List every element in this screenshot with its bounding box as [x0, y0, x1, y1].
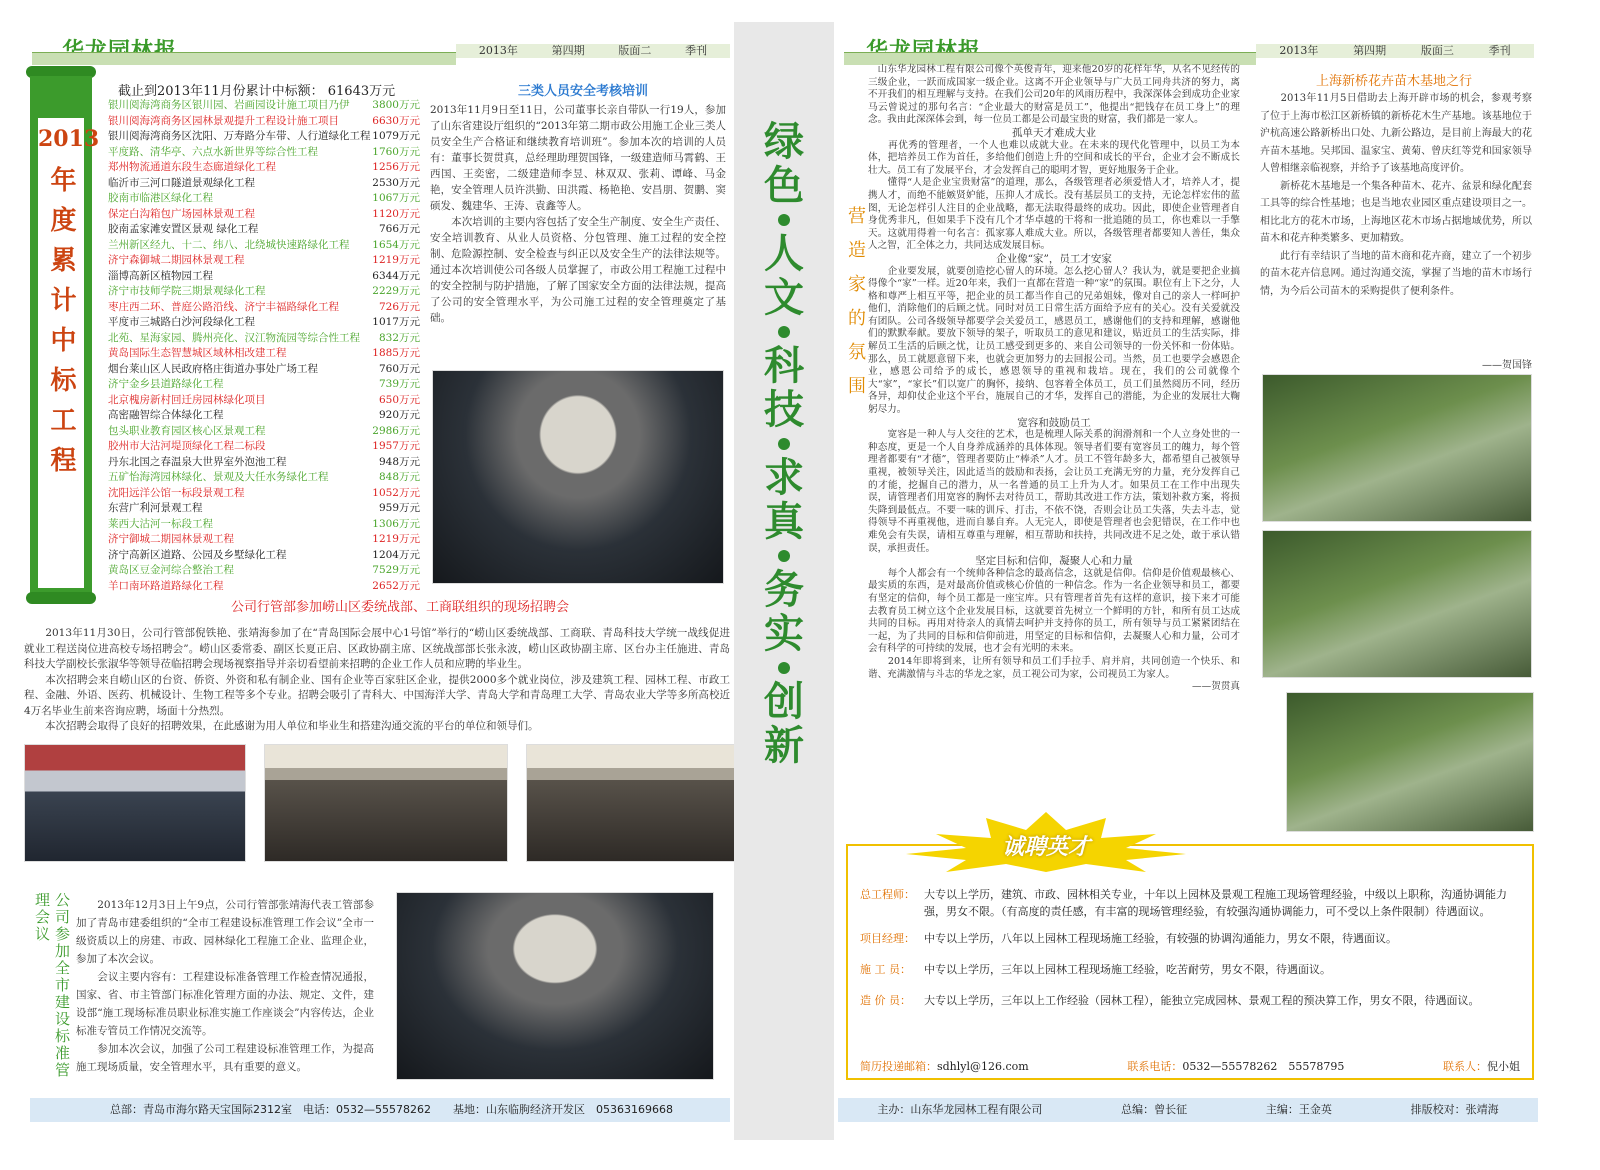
culture-article [868, 64, 1240, 694]
project-name: 兰州新区经九、十二、纬八、北绕城快速路绿化工程 [108, 238, 350, 251]
recruit-banner: 诚聘英才 [1001, 834, 1090, 860]
project-name: 北苑、星海家园、腾州亮化、汉江物流园等综合性工程 [108, 331, 360, 344]
culture-side-title: 营造家的氛围 [845, 206, 866, 410]
motto-char: 创 [764, 679, 804, 725]
footer-sponsor: 主办：山东华龙园林工程有限公司 [877, 1103, 1043, 1116]
project-row [108, 346, 420, 362]
culture-heading-2: 企业像“家”，员工才安家 [996, 252, 1112, 265]
project-amount: 2652万元 [372, 579, 420, 592]
award-title: 年度累计中标工程 [46, 166, 76, 486]
motto-dot-icon [778, 438, 790, 450]
project-row [108, 424, 420, 440]
nursery-title: 上海新桥花卉苗木基地之行 [1315, 74, 1472, 89]
motto-char: 绿 [764, 119, 804, 165]
article1-title: 三类人员安全考核培训 [517, 84, 648, 99]
project-name: 银川阅海湾商务区园林景观提升工程设计施工项目 [108, 114, 339, 127]
project-row [108, 160, 420, 176]
project-row [108, 377, 420, 393]
project-name: 济宁森御城二期园林景观工程 [108, 254, 245, 266]
project-amount: 920万元 [378, 409, 420, 421]
job-list [860, 886, 1520, 1023]
project-row [108, 408, 420, 424]
issue-period: 第四期 [1353, 44, 1387, 57]
project-row [108, 284, 420, 300]
article2-body: 2013年11月30日，公司行管部倪铁艳、张靖海参加了在“青岛国际会展中心1号馆”举行的“崂山区委统战部、工商联、青岛科技大学统一战线促进就业工程送岗位进高校专场招聘会”。崂山区委常委、副区长夏正启、区政协副主席、区统战部部长张永波，崂山区政协副主席、区台办主任施进、青岛科技大学副校长张淑华等领导莅临招聘会现场视察指导并亲切看望前来招聘的企业工作人员和应聘的毕业生。 本次招聘会来自崂山区的台资、侨资、外资和私有制企业、国有企业等百家驻区企业，提供2000多个就业岗位，涉及建筑工程、园林工程、市政工程、金融、外语、医药、机械设计、生物工程等多个专业。招聘会吸引了青科大、中国海洋大学、青岛大学和青岛理工大学、青岛农业大学等多所高校近4万名毕业生前来咨询应聘，场面十分热烈。 本次招聘会取得了良好的招聘效果，在此感谢为用人单位和毕业生和搭建沟通交流的平台的单位和领导们。 [24, 627, 730, 732]
project-amount: 1256万元 [372, 161, 420, 173]
issue-year: 2013年 [1279, 44, 1319, 57]
footer-editor: 总编：曾长征 [1121, 1103, 1188, 1116]
job-row [860, 886, 1520, 920]
motto-char: 务 [764, 567, 804, 613]
project-amount: 650万元 [378, 393, 420, 406]
project-row [108, 114, 420, 130]
footer-right [838, 1098, 1538, 1122]
project-row [108, 191, 420, 207]
project-row [108, 238, 420, 254]
project-name: 高密融智综合体绿化工程 [108, 409, 224, 421]
project-name: 郑州物流通道东段生态廊道绿化工程 [108, 161, 276, 173]
project-name: 沈阳远洋公馆一标段景观工程 [108, 486, 245, 499]
project-row [108, 517, 420, 533]
project-amount: 1219万元 [372, 254, 420, 266]
project-name: 枣庄西二环、普庭公路沿线、济宁丰福路绿化工程 [108, 300, 339, 313]
project-name: 平度路、清华亭、六点水新世界等综合性工程 [108, 145, 318, 158]
culture-signature: ——贺贯真 [1192, 681, 1240, 693]
project-name: 胶州市大沽河堤顶绿化工程二标段 [108, 440, 266, 452]
motto-char: 文 [764, 275, 804, 321]
nursery-signature: ——贺国锋 [1482, 360, 1532, 371]
project-name: 胶南市临港区绿化工程 [108, 192, 213, 204]
project-row [108, 455, 420, 471]
project-amount: 6344万元 [372, 269, 420, 282]
job-fair-photo-2 [264, 744, 508, 862]
center-motto [734, 120, 834, 768]
job-requirements: 大专以上学历，建筑、市政、园林相关专业，十年以上园林及景观工程施工现场管理经验，中级以上职称，沟通协调能力强，男女不限。（有高度的责任感，有丰富的现场管理经验，有较强沟通协调能力，可不受以上条件限制）待遇面议。 [924, 888, 1507, 918]
project-row [108, 98, 420, 114]
motto-char: 新 [764, 723, 804, 769]
contact-label: 联系人： [1443, 1060, 1487, 1073]
job-requirements: 中专以上学历，三年以上园林工程现场施工经验，吃苦耐劳，男女不限，待遇面议。 [924, 963, 1331, 976]
project-amount: 1219万元 [372, 533, 420, 545]
recruit-contact [860, 1058, 1520, 1075]
summary-heading: 截止到2013年11月份累计中标额： 61643万元 [118, 84, 396, 99]
article2-title: 公司行管部参加崂山区委统战部、工商联组织的现场招聘会 [230, 600, 569, 615]
motto-dot-icon [778, 662, 790, 674]
bonsai-photo-1 [1262, 374, 1532, 522]
project-row [108, 501, 420, 517]
project-amount: 2530万元 [372, 176, 420, 189]
project-amount: 2229万元 [372, 285, 420, 297]
project-name: 平度市三城路白沙河段绿化工程 [108, 316, 255, 328]
issue-type: 季刊 [1488, 44, 1511, 57]
motto-char: 色 [764, 163, 804, 209]
job-role: 总工程师： [860, 888, 915, 901]
award-scroll [20, 66, 102, 606]
job-fair-photo-1 [24, 744, 246, 862]
issue-info-right [1256, 44, 1534, 58]
email-label: 简历投递邮箱： [860, 1060, 937, 1073]
motto-char: 技 [764, 387, 804, 433]
job-role: 项目经理： [860, 932, 915, 945]
motto-dot-icon [778, 326, 790, 338]
issue-year: 2013年 [478, 44, 518, 57]
project-row [108, 362, 420, 378]
project-name: 保定白沟箱包广场园林景观工程 [108, 207, 255, 220]
project-amount: 739万元 [378, 378, 420, 390]
project-amount: 1204万元 [372, 548, 420, 561]
issue-type: 季刊 [685, 44, 708, 57]
header-rule [32, 52, 456, 65]
project-amount: 1067万元 [372, 192, 420, 204]
issue-page: 版面三 [1420, 44, 1454, 57]
project-name: 济宁御城二期园林景观工程 [108, 533, 234, 545]
job-role: 施 工 员： [860, 963, 911, 976]
project-name: 烟台莱山区人民政府格庄街道办事处广场工程 [108, 362, 318, 375]
motto-char: 科 [764, 343, 804, 389]
project-row [108, 207, 420, 223]
project-amount: 2986万元 [372, 424, 420, 437]
job-requirements: 大专以上学历，三年以上工作经验（园林工程），能独立完成园林、景观工程的预决算工作，男女不限，待遇面议。 [924, 994, 1480, 1007]
project-row [108, 300, 420, 316]
project-row [108, 486, 420, 502]
project-row [108, 176, 420, 192]
project-amount: 726万元 [378, 300, 420, 313]
culture-heading-3: 宽容和鼓励员工 [1017, 416, 1091, 429]
culture-para-1: 再优秀的管理者，一个人也难以成就大业。在未来的现代化管理中，以员工为本体，把培养员工作为首任，多给他们创造上升的空间和成长的平台，企业才会不断成长壮大。员工有了发展平台，才会发挥自己的聪明才智，更好地服务于企业。 懂得“人是企业宝贵财富”的道理，那么，各级管理者必须爱惜人才，培养人才，提携人才，而绝不能嫉贤妒能，压抑人才成长。没有基层员工的支持，无论怎样宏伟的蓝图，无论怎样引人注目的企业战略，都无法取得最终的成功。因此，即使企业管理者自身优秀非凡，但如果手下没有几个才华卓越的干将和一批追随的员工，你也难以一手擎天。这就用得着一句名言：孤家寡人难成大业。所以，各级管理者都要知人善任，集众人之智，汇全体之力，共同达成发展目标。 [868, 139, 1240, 252]
footer-chief: 主编：王金英 [1265, 1103, 1332, 1116]
project-row [108, 315, 420, 331]
project-name: 羊口南环路道路绿化工程 [108, 579, 224, 592]
bonsai-photo-3 [1286, 692, 1534, 832]
project-amount: 1079万元 [372, 130, 420, 142]
motto-char: 人 [764, 231, 804, 277]
project-name: 济宁金乡县道路绿化工程 [108, 378, 224, 390]
project-name: 黄岛国际生态智慧城区域林相改建工程 [108, 347, 287, 359]
motto-char: 求 [764, 455, 804, 501]
project-row [108, 269, 420, 285]
training-photo [432, 370, 724, 584]
project-name: 东营广利河景观工程 [108, 502, 203, 514]
award-year: 2013 [38, 126, 100, 152]
project-amount: 1885万元 [372, 347, 420, 359]
article1-body: 2013年11月9日至11日，公司董事长亲自带队一行19人，参加了山东省建设厅组织的“2013年第二期市政公用施工企业三类人员安全生产合格证和继续教育培训班”。参加本次的培训的人员有：董事长贺贯真，总经理助理贺国锋，一级建造师马霄鹤、王西国、王奕密，二级建造师李昱、林双双、张莉、谭峰、马金艳，安全管理人员许洪勤、田洪霞、杨艳艳、安昌朋、贺鹏、窦硕发、魏建华、王涛、袁鑫等人。 本次培训的主要内容包括了安全生产制度、安全生产责任、安全培训教育、从业人员资格、分包管理、施工过程的安全控制、危险源控制、安全检查与纠正以及安全生产的法律法规等。通过本次培训使公司各级人员掌握了，市政公用工程施工过程中的安全控制与防护措施，了解了国家安全方面的法律法规，提高了公司的安全管理水平，为公司施工过程的安全管理奠定了基础。 [430, 104, 726, 324]
culture-intro: 山东华龙园林工程有限公司像个英俊青年，迎来他20岁的花样年华，从名不见经传的三级企业，一跃而成国家一级企业。这离不开企业领导与广大员工同舟共济的努力，离不开我们的相互理解与支持。在我们公司20年的风雨历程中，我深深体会到成功企业家马云曾说过的那句名言：“企业最大的财富是员工”，他提出“把钱存在员工身上”的理念。我由此深深体会到，每一位员工都是公司最宝贵的财富，我们都是一家人。 [868, 64, 1240, 126]
culture-para-3: 宽容是一种人与人交往的艺术，也是梳理人际关系的润滑剂和一个人立身处世的一种态度，更是一个人自身养成涵养的具体体现。领导者们要有宽容员工的魄力，每个管理者都要有“才德”，管理者要防止“棒杀”人才。员工不管年龄多大，都希望自己被领导重视，被领导关注，因此适当的鼓励和表扬，会让员工充满无穷的力量，充分发挥自己的才能，挖掘自己的潜力，从一名普通的员工上升为人才。如果员工在工作中出现失误，请管理者们用宽容的胸怀去对待员工，帮助其改进工作方法，策划补救方案，将损失降到最低点。不要一味的训斥、打击，不依不饶，否则会让员工失落，失去斗志，觉得领导不再重视他，进而自暴自弃。人无完人，即使是管理者也会犯错误，在工作中也难免会有失误，请相互尊重与理解，相互帮助和扶持，共同改进不足之处，敢于承认错误，承担责任。 [868, 429, 1240, 554]
project-name: 丹东北国之春温泉大世界室外泡池工程 [108, 455, 287, 468]
motto-char: 真 [764, 499, 804, 545]
project-name: 济宁市技师学院三期景观绿化工程 [108, 285, 266, 297]
project-row [108, 129, 420, 145]
project-name: 银川阅海湾商务区银川园、岩画园设计施工项目乃伊 [108, 99, 350, 111]
project-row [108, 331, 420, 347]
project-name: 包头职业教育园区核心区景观工程 [108, 424, 266, 437]
project-row [108, 579, 420, 595]
motto-dot-icon [778, 550, 790, 562]
project-amount: 832万元 [378, 331, 420, 344]
meeting-photo [396, 892, 714, 1080]
article3-side-title: 公司参加全市建设标准管理会议 [33, 892, 71, 1079]
job-row [860, 930, 1520, 947]
project-list [108, 98, 420, 594]
project-name: 北京槐房新村回迁房园林绿化项目 [108, 393, 266, 406]
issue-page: 版面二 [618, 44, 652, 57]
project-amount: 1017万元 [372, 316, 420, 328]
project-row [108, 548, 420, 564]
project-name: 淄博高新区植物园工程 [108, 269, 213, 282]
culture-para-2: 企业要发展，就要创造挖心留人的环境。怎么挖心留人？我认为，就是要把企业搞得像个“家”一样。近20年来，我们一直都在营造一种“家”的氛围。职位有上下之分，人格和尊严上相互平等，把企业的员工都当作自己的兄弟姐妹，像对自己的亲人一样呵护他们，消除他们的后顾之忧。同时对员工日常生活方面给予应有的关心。没有关爱就没有团队。公司各级领导都要学会关爱员工，感恩员工，感谢他们的支持和理解，感谢他们的默默奉献。要放下领导的架子，听取员工的意见和建议，贴近员工的生活实际，排解员工生活的后顾之忧，让员工感受到更多的、来自公司领导的一份关怀和一份体贴。那么，员工就愿意留下来，也就会更加努力的去回报公司。当然，员工也要学会感恩企业，感恩公司给予的成长，感恩领导的重视和栽培。现在，我们的公司就像个大“家”，“家长”们以宽广的胸怀，接纳、包容着全体员工，员工们虽然阅历不同，经历各异，却仰仗企业这个平台，施展自己的才华，发挥自己的潜能，为企业的发展壮大鞠躬尽力。 [868, 265, 1240, 416]
job-fair-photo-3 [526, 744, 740, 862]
project-name: 银川阅海湾商务区沈阳、万寿路分车带、人行道绿化工程 [108, 130, 371, 142]
project-row [108, 532, 420, 548]
phone-label: 联系电话： [1127, 1060, 1183, 1073]
nursery-body: 2013年11月5日借助去上海开辟市场的机会，参观考察了位于上海市松江区新桥镇的新桥花木生产基地。该基地位于沪杭高速公路新桥出口处、九新公路边，是目前上海最大的花卉苗木基地。吴邦国、温家宝、黄菊、曾庆红等党和国家领导人曾相继亲临视察，并给予了该基地高度评价。 新桥花木基地是一个集各种苗木、花卉、盆景和绿化配套工具等的综合性基地；也是当地农业园区重点建设项目之一。相比北方的花木市场，上海地区花木市场占据地域优势，所以苗木和花卉种类繁多、更加精致。 此行有幸结识了当地的苗木商和花卉商，建立了一个初步的苗木花卉信息网。通过沟通交流，掌握了当地的苗木市场行情，为今后公司苗木的采购提供了便利条件。 [1260, 93, 1532, 297]
project-amount: 948万元 [378, 455, 420, 468]
project-name: 临沂市三河口隧道景观绿化工程 [108, 176, 255, 189]
footer-layout: 排版校对：张靖海 [1410, 1103, 1499, 1116]
motto-dot-icon [778, 214, 790, 226]
project-name: 黄岛区豆金河综合整治工程 [108, 564, 234, 576]
project-amount: 1654万元 [372, 238, 420, 251]
culture-heading-4: 坚定目标和信仰，凝聚人心和力量 [975, 555, 1133, 568]
job-row [860, 961, 1520, 978]
culture-para-4: 每个人都会有一个统帅各种信念的最高信念，这就是信仰。信仰是价值观最核心、最实质的东西，是对最高价值或核心价值的一种信念。作为一名企业领导和员工，都要有坚定的信仰，每个员工都是一座宝库。只有管理者首先有这样的意识，接下来才可能去教育员工树立这个企业发展目标，这就要首先树立一个鲜明的方针，和所有员工达成共同的目标。再用对待亲人的真情去呵护并支持你的员工，所有领导与员工紧紧团结在一起，为了共同的目标和信仰前进，用坚定的目标和信仰，去凝聚人心和力量，公司才会有科学的可持续的发展，也才会有光明的未来。 2014年即将到来，让所有领导和员工们手拉手、肩并肩，共同创造一个快乐、和谐、充满激情与斗志的华龙之家，员工视公司为家，公司视员工为家人。 [868, 567, 1240, 680]
project-row [108, 393, 420, 409]
project-amount: 760万元 [378, 362, 420, 375]
project-row [108, 222, 420, 238]
project-amount: 1306万元 [372, 517, 420, 530]
project-name: 济宁高新区道路、公园及乡墅绿化工程 [108, 548, 287, 561]
phone-value[interactable]: 0532—55578262 55578795 [1182, 1060, 1345, 1073]
project-amount: 7529万元 [372, 564, 420, 576]
email-value[interactable]: sdhlyl@126.com [937, 1060, 1029, 1073]
project-row [108, 145, 420, 161]
project-name: 莱西大沽河一标段工程 [108, 517, 213, 530]
project-name: 胶南孟家滩安置区景观 绿化工程 [108, 223, 259, 235]
article3-body: 2013年12月3日上午9点，公司行管部张靖海代表工管部参加了青岛市建委组织的“全市工程建设标准管理工作会议”全市一级资质以上的房建、市政、园林绿化工程施工企业、监理企业，参加了本次会议。 会议主要内容有：工程建设标准备管理工作检查情况通报，国家、省、市主管部门标准化管理方面的办法、规定、文件，建设部“施工现场标准员职业标准实施工作座谈会”内容传达，企业标准专管员工作情况交流等。 参加本次会议，加强了公司工程建设标准管理工作，为提高施工现场质量，安全管理水平，具有重要的意义。 [76, 899, 374, 1073]
project-row [108, 470, 420, 486]
job-requirements: 中专以上学历，八年以上园林工程现场施工经验，有较强的协调沟通能力，男女不限，待遇面议。 [924, 932, 1397, 945]
issue-info-left [456, 44, 730, 58]
project-amount: 1957万元 [372, 440, 420, 452]
project-amount: 6630万元 [372, 114, 420, 127]
contact-value: 倪小姐 [1487, 1060, 1520, 1073]
project-amount: 766万元 [378, 223, 420, 235]
project-amount: 1052万元 [372, 486, 420, 499]
project-row [108, 253, 420, 269]
job-row [860, 992, 1520, 1009]
footer-left: 总部：青岛市海尔路天宝国际2312室 电话：0532—55578262 基地：山东临朐经济开发区 05363169668 [30, 1098, 730, 1122]
project-amount: 3800万元 [372, 99, 420, 111]
job-role: 造 价 员： [860, 994, 911, 1007]
project-row [108, 563, 420, 579]
project-row [108, 439, 420, 455]
motto-char: 实 [764, 611, 804, 657]
project-amount: 848万元 [378, 471, 420, 483]
culture-heading-1: 孤单天才难成大业 [1012, 126, 1096, 139]
project-amount: 1120万元 [372, 207, 420, 220]
project-amount: 959万元 [378, 502, 420, 514]
project-amount: 1760万元 [372, 145, 420, 158]
project-name: 五矿怡海湾园林绿化、景观及大任水务绿化工程 [108, 471, 329, 483]
issue-period: 第四期 [551, 44, 585, 57]
bonsai-photo-2 [1262, 530, 1532, 678]
